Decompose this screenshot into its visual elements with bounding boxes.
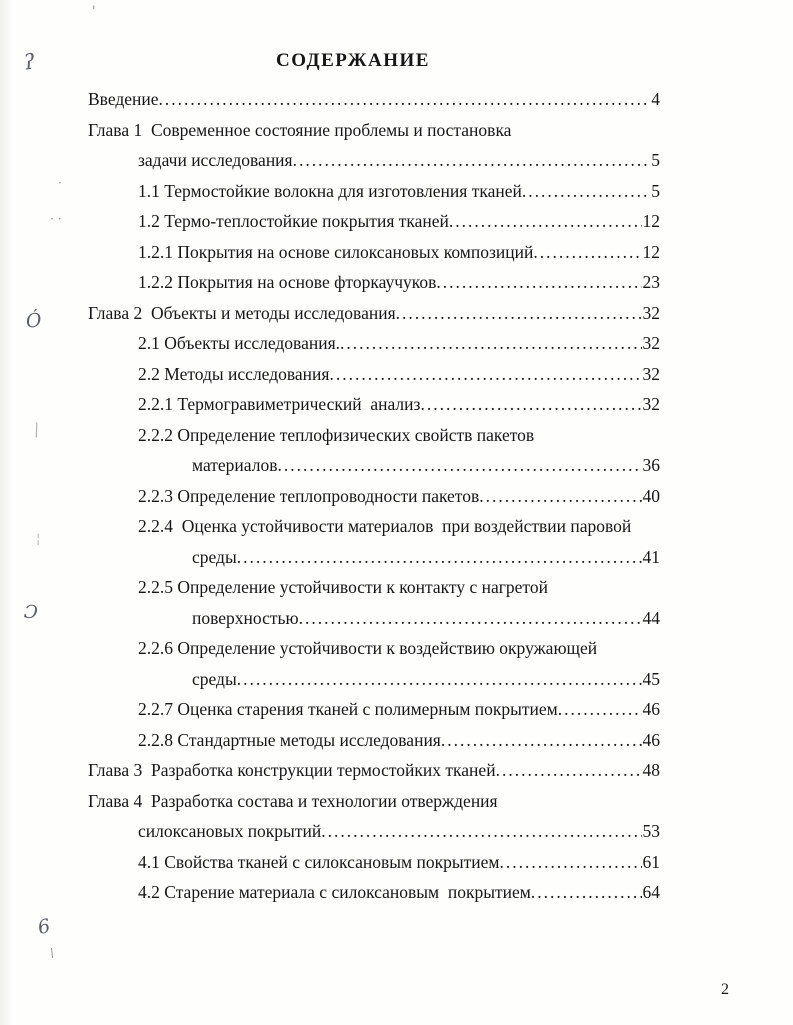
toc-entry-text: среды	[192, 668, 237, 689]
dot-leader	[299, 603, 642, 634]
toc-entry	[88, 572, 660, 603]
toc-entry-text: поверхностью	[192, 607, 299, 628]
dot-leader	[499, 847, 641, 878]
toc-entry-page: 44	[642, 607, 660, 628]
toc-entry	[88, 877, 660, 908]
toc-entry-text: Глава 3 Разработка конструкции термостойких тканей	[88, 760, 496, 780]
dot-leader	[293, 145, 651, 176]
toc-entry-text: задачи исследования	[138, 150, 293, 170]
scan-ink-mark: ʔ	[22, 49, 37, 75]
toc-entry-page: 41	[642, 546, 660, 567]
toc-entry	[88, 328, 660, 359]
dot-leader	[436, 267, 641, 298]
toc-entry	[88, 725, 660, 756]
toc-entry-text: среды	[192, 546, 237, 567]
toc-entry	[88, 84, 660, 115]
toc-entry-text: 1.1 Термостойкие волокна для изготовления тканей	[138, 180, 522, 201]
toc-entry-text: 2.2.6 Определение устойчивости к воздействию окружающей	[138, 638, 598, 658]
toc-entry-text: материалов	[192, 455, 278, 475]
toc-entry-text: силоксановых покрытий	[138, 821, 322, 841]
toc-entry	[88, 633, 660, 664]
scan-ink-mark: · ·	[50, 212, 62, 226]
toc-entry	[88, 542, 660, 573]
dot-leader	[420, 389, 641, 420]
scan-ink-mark: |	[33, 419, 40, 439]
dot-leader	[329, 359, 641, 390]
toc-entry-page: 5	[651, 150, 660, 170]
toc-entry-page: 32	[642, 302, 660, 323]
toc-entry	[88, 664, 660, 695]
toc-entry-text: 2.1 Объекты исследования.	[138, 333, 341, 353]
toc-entry-text: 4.1 Свойства тканей с силоксановым покрытием	[138, 851, 500, 872]
dot-leader	[522, 176, 650, 207]
dot-leader	[237, 542, 642, 573]
toc-entry	[88, 206, 660, 237]
toc-entry-text: 2.2.7 Оценка старения тканей с полимерным покрытием	[138, 699, 558, 719]
dot-leader	[321, 816, 641, 847]
toc-entry	[88, 603, 660, 634]
toc-entry	[88, 786, 660, 817]
toc-entry	[88, 145, 660, 176]
toc-entry	[88, 298, 660, 329]
toc-entry	[88, 115, 660, 146]
toc-entry-page: 5	[651, 180, 660, 201]
dot-leader	[340, 328, 641, 359]
table-of-contents	[88, 84, 660, 908]
toc-entry-text: Введение	[88, 89, 159, 109]
toc-entry-text: Глава 2 Объекты и методы исследования	[88, 302, 396, 323]
toc-entry	[88, 816, 660, 847]
toc-entry	[88, 755, 660, 786]
dot-leader	[449, 206, 642, 237]
page-title: СОДЕРЖАНИЕ	[276, 50, 430, 71]
toc-entry-page: 40	[642, 485, 660, 506]
toc-entry-page: 32	[642, 394, 660, 414]
toc-entry-text: Глава 1 Современное состояние проблемы и постановка	[88, 119, 512, 140]
toc-entry-page: 32	[642, 363, 660, 384]
scan-ink-mark: 6	[35, 914, 53, 940]
scan-ink-mark: ·	[58, 176, 62, 190]
toc-entry-text: 4.2 Старение материала с силоксановым покрытием	[138, 882, 531, 902]
toc-entry-text: 2.2.2 Определение теплофизических свойств пакетов	[138, 424, 535, 445]
dot-leader	[533, 237, 641, 268]
dot-leader	[558, 694, 642, 725]
toc-entry-page: 32	[642, 333, 660, 353]
toc-entry-text: Глава 4 Разработка состава и технологии отверждения	[88, 790, 498, 811]
toc-entry	[88, 420, 660, 451]
scan-ink-mark: ¦	[36, 532, 41, 547]
toc-entry	[88, 389, 660, 420]
toc-entry-page: 48	[642, 760, 660, 780]
dot-leader	[496, 755, 642, 786]
dot-leader	[237, 664, 642, 695]
dot-leader	[396, 298, 642, 329]
toc-entry-text: 1.2 Термо-теплостойкие покрытия тканей	[138, 211, 449, 231]
toc-entry	[88, 481, 660, 512]
toc-entry-page: 23	[642, 272, 660, 292]
dot-leader	[479, 481, 641, 512]
toc-entry-text: 2.2.1 Термогравиметрический анализ	[138, 394, 421, 414]
page-number: 2	[721, 981, 729, 998]
scan-ink-mark: \	[50, 946, 55, 960]
dot-leader	[159, 84, 651, 115]
toc-entry-page: 45	[642, 668, 660, 689]
toc-entry-page: 53	[642, 821, 660, 841]
toc-entry-text: 2.2.3 Определение теплопроводности пакетов	[138, 485, 480, 506]
toc-entry-page: 64	[642, 882, 660, 902]
toc-entry	[88, 511, 660, 542]
toc-entry-text: 2.2.8 Стандартные методы исследования	[138, 729, 441, 750]
toc-entry-page: 46	[642, 699, 660, 719]
toc-entry-text: 2.2.4 Оценка устойчивости материалов при воздействии паровой	[138, 516, 632, 536]
dot-leader	[277, 450, 641, 481]
toc-entry	[88, 176, 660, 207]
toc-entry	[88, 237, 660, 268]
scan-ink-mark: Ɔ	[23, 601, 39, 624]
toc-entry-text: 1.2.2 Покрытия на основе фторкаучуков	[138, 272, 437, 292]
scan-ink-mark: Ó	[24, 309, 43, 333]
toc-entry	[88, 694, 660, 725]
toc-entry-text: 1.2.1 Покрытия на основе силоксановых композиций	[138, 241, 534, 262]
dot-leader	[531, 877, 642, 908]
toc-entry-text: 2.2 Методы исследования	[138, 363, 330, 384]
toc-entry	[88, 359, 660, 390]
toc-entry	[88, 450, 660, 481]
toc-entry-page: 4	[651, 89, 660, 109]
dot-leader	[441, 725, 642, 756]
toc-entry-page: 12	[642, 241, 660, 262]
scan-ink-mark: '	[92, 4, 96, 19]
toc-entry	[88, 267, 660, 298]
toc-entry-text: 2.2.5 Определение устойчивости к контакту с нагретой	[138, 577, 548, 597]
toc-entry-page: 12	[642, 211, 660, 231]
toc-entry-page: 61	[642, 851, 660, 872]
toc-entry	[88, 847, 660, 878]
toc-entry-page: 36	[642, 455, 660, 475]
toc-entry-page: 46	[642, 729, 660, 750]
